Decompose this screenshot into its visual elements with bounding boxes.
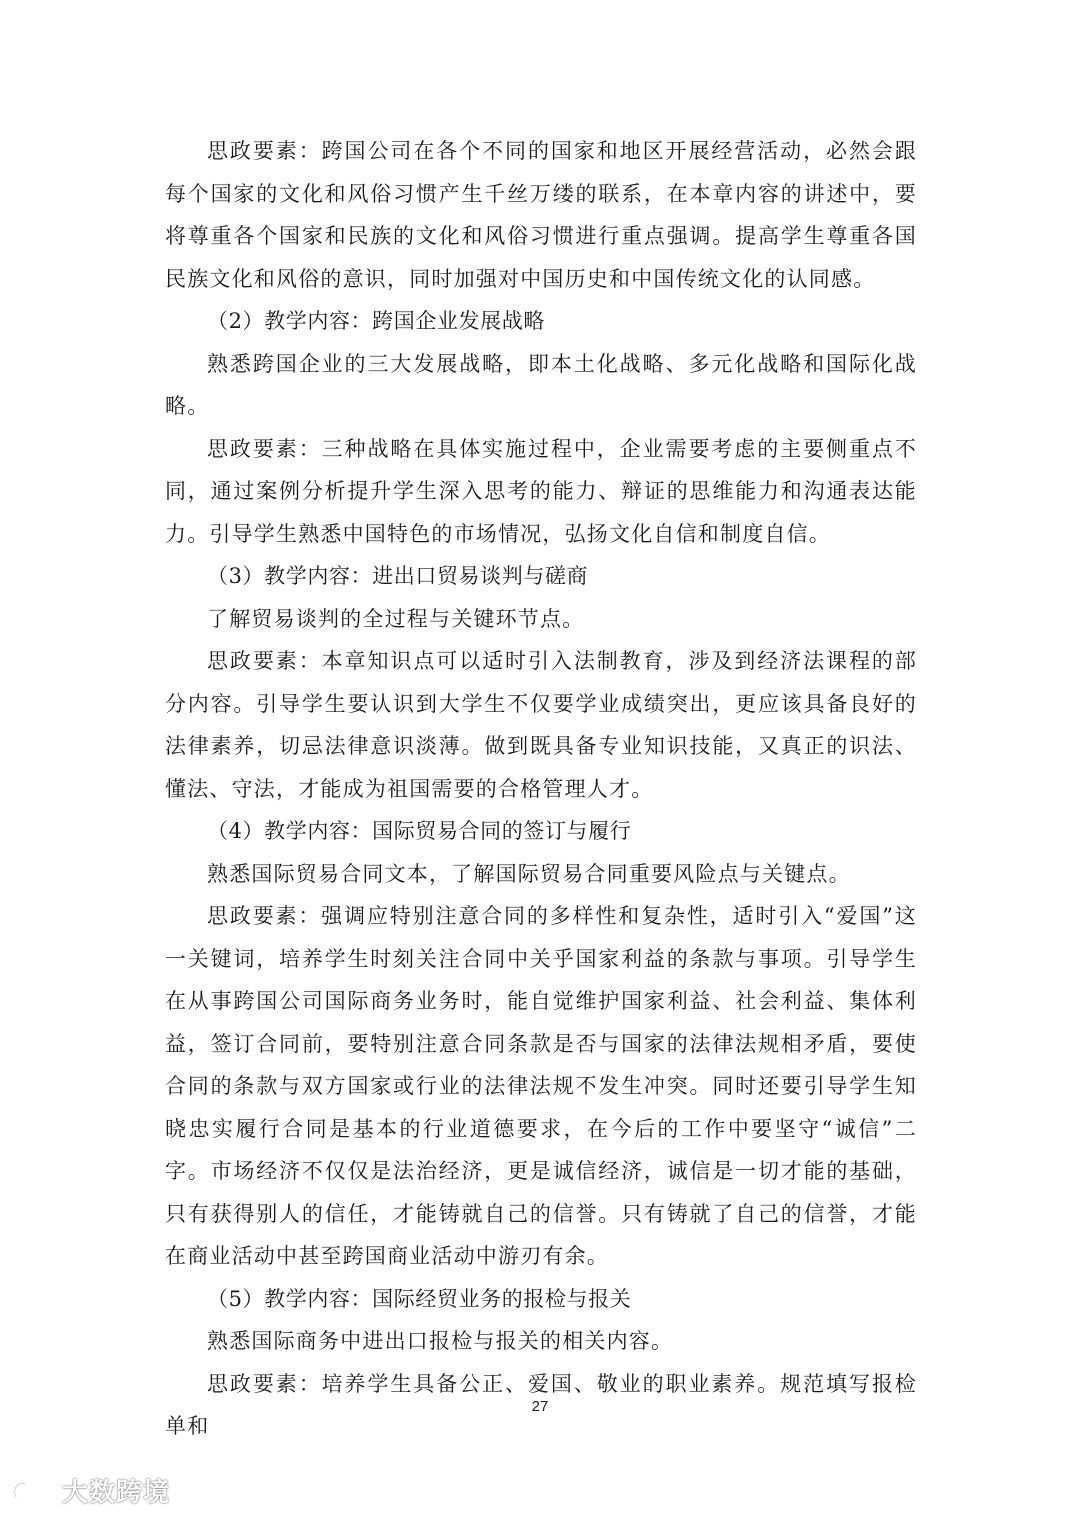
paragraph: 熟悉国际商务中进出口报检与报关的相关内容。 [207, 1329, 674, 1353]
section-heading: （4）教学内容：国际贸易合同的签订与履行 [207, 819, 632, 843]
paragraph: 思政要素：三种战略在具体实施过程中，企业需要考虑的主要侧重点不同，通过案例分析提升学生深入思考的能力、辩证的思维能力和沟通表达能力。引导学生熟悉中国特色的市场情况，弘扬文化自信和制度自信。 [165, 436, 917, 546]
section-heading: （5）教学内容：国际经贸业务的报检与报关 [207, 1286, 632, 1311]
watermark [10, 1470, 170, 1510]
paragraph: 熟悉国际贸易合同文本，了解国际贸易合同重要风险点与关键点。 [207, 861, 851, 886]
watermark-text: 大数跨境 [62, 1477, 171, 1508]
paragraph: 思政要素：培养学生具备公正、爱国、敬业的职业素养。规范填写报检单和 [165, 1371, 917, 1438]
paragraph: 了解贸易谈判的全过程与关键环节点。 [207, 606, 585, 631]
page-number: 27 [531, 1398, 549, 1415]
section-heading: （3）教学内容：进出口贸易谈判与磋商 [207, 564, 589, 588]
brand-logo-icon [10, 1475, 56, 1505]
paragraph: 思政要素：本章知识点可以适时引入法制教育，涉及到经济法课程的部分内容。引导学生要认识到大学生不仅要学业成绩突出，更应该具备良好的法律素养，切忌法律意识淡薄。做到既具备专业知识技能，又真正的识法、懂法、守法，才能成为祖国需要的合格管理人才。 [165, 649, 917, 801]
section-heading: （2）教学内容：跨国企业发展战略 [207, 309, 545, 333]
paragraph: 思政要素：强调应特别注意合同的多样性和复杂性，适时引入“爱国”这一关键词，培养学生时刻关注合同中关乎国家利益的条款与事项。引导学生在从事跨国公司国际商务业务时，能自觉维护国家利益、社会利益、集体利益，签订合同前，要特别注意合同条款是否与国家的法律法规相矛盾，要使合同的条款与双方国家或行业的法律法规不发生冲突。同时还要引导学生知晓忠实履行合同是基本的行业道德要求，在今后的工作中要坚守“诚信”二字。市场经济不仅仅是法治经济，更是诚信经济，诚信是一切才能的基础，只有获得别人的信任，才能铸就自己的信誉。只有铸就了自己的信誉，才能在商业活动中甚至跨国商业活动中游刃有余。 [165, 904, 917, 1268]
document-body [165, 130, 917, 1448]
paragraph: 思政要素：跨国公司在各个不同的国家和地区开展经营活动，必然会跟每个国家的文化和风俗习惯产生千丝万缕的联系，在本章内容的讲述中，要将尊重各个国家和民族的文化和风俗习惯进行重点强调。提高学生尊重各国民族文化和风俗的意识，同时加强对中国历史和中国传统文化的认同感。 [165, 139, 917, 291]
paragraph: 熟悉跨国企业的三大发展战略，即本土化战略、多元化战略和国际化战略。 [165, 351, 917, 418]
